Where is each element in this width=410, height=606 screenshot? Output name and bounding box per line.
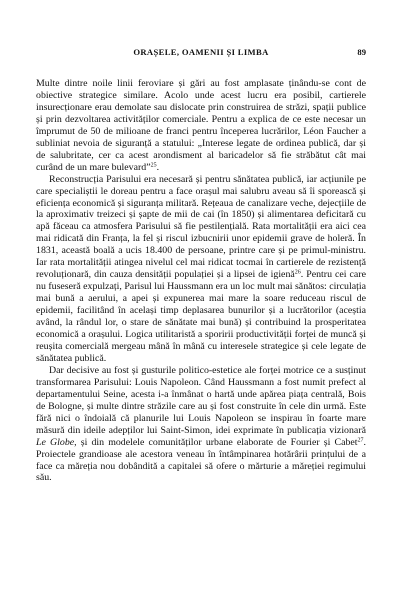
- running-head: ORAȘELE, OAMENII ȘI LIMBA: [133, 47, 269, 57]
- paragraph: [36, 365, 366, 485]
- text-run: . Pentru cei care nu fuseseră expulzați, Parisul lui Haussmann era un loc mult mai sănătos: circulația mai bună a aerului, a apei și expunerea mai mare la soare reduceau riscul de epidemii, facilitând în același timp deplasarea bunurilor și a lucrătorilor (aceștia având, la rândul lor, o stare de sănătate mai bună) și contribuind la prosperitatea economică a orașului. Logica utilitaristă a sporirii productivității forței de muncă și reușita comercială mergeau mână în mână cu interesele strategice și cele legate de sănătatea publică.: [36, 269, 366, 364]
- text-run: Reconstrucția Parisului era necesară și pentru sănătatea publică, iar acțiunile pe care specialiștii le doreau pentru a face orașul mai salubru aveau să îi sporească și eficiența economică și siguranța militară. Rețeaua de canalizare veche, dejecțiile de la aproximativ treizeci și șapte de mii de cai (în 1850) și alimentarea deficitară cu apă făceau ca atmosfera Parisului să fie pestilențială. Rata mortalității era aici cea mai ridicată din Franța, la fel și riscul izbucnirii unor epidemii grave de holeră. În 1831, această boală a ucis 18.400 de persoane, printre care și pe primul-ministru. Iar rata mortalității atingea nivelul cel mai ridicat tocmai în cartierele de rezistență revoluționară, din cauza densității populației și a lipsei de igienă: [36, 173, 366, 281]
- text-run: Multe dintre noile linii feroviare și gări au fost amplasate ținându-se cont de obiective strategice similare. Acolo unde acest lucru era posibil, cartierele insurecționare erau demolate sau dislocate prin construirea de străzi, spații publice și prin dezvoltarea activităților comerciale. Pentru a explica de ce este necesar un împrumut de 50 de milioane de franci pentru începerea lucrărilor, Léon Faucher a subliniat nevoia de siguranță a statului: „Interese legate de ordinea publică, dar și de salubritate, cer ca acest arondisment al baricadelor să fie străbătut cât mai curând de un mare bulevard”: [36, 78, 366, 173]
- italic-text: Le Globe: [36, 436, 75, 448]
- body-text: [36, 78, 366, 484]
- text-run: .: [156, 161, 160, 173]
- page-header: [36, 47, 366, 61]
- footnote-ref: 25: [150, 162, 157, 169]
- page-number: 89: [357, 47, 366, 57]
- footnote-ref: 26: [294, 269, 301, 276]
- paragraph: [36, 174, 366, 365]
- paragraph: [36, 78, 366, 174]
- text-run: . Proiectele grandioase ale acestora veneau în întâmpinarea hotărârii prințului de a face ca măreția nou dobândită a capitalei să ofere o mărturie a măreției regimului său.: [36, 436, 366, 484]
- text-run: Dar decisive au fost și gusturile politico-estetice ale forței motrice ce a susținut transformarea Parisului: Louis Napoleon. Când Haussmann a fost numit prefect al departamentului Seine, acesta i-a înmânat o hartă unde apărea piața centrală, Bois de Bologne, și multe dintre străzile care au și fost construite în cele din urmă. Este fără nici o îndoială că planurile lui Louis Napoleon se inspirau în foarte mare măsură din ideile adepților lui Saint-Simon, idei exprimate în publicația vizionară: [36, 364, 366, 436]
- footnote-ref: 27: [357, 437, 364, 444]
- text-run: , și din modelele comunităților urbane elaborate de Fourier și Cabet: [74, 436, 358, 448]
